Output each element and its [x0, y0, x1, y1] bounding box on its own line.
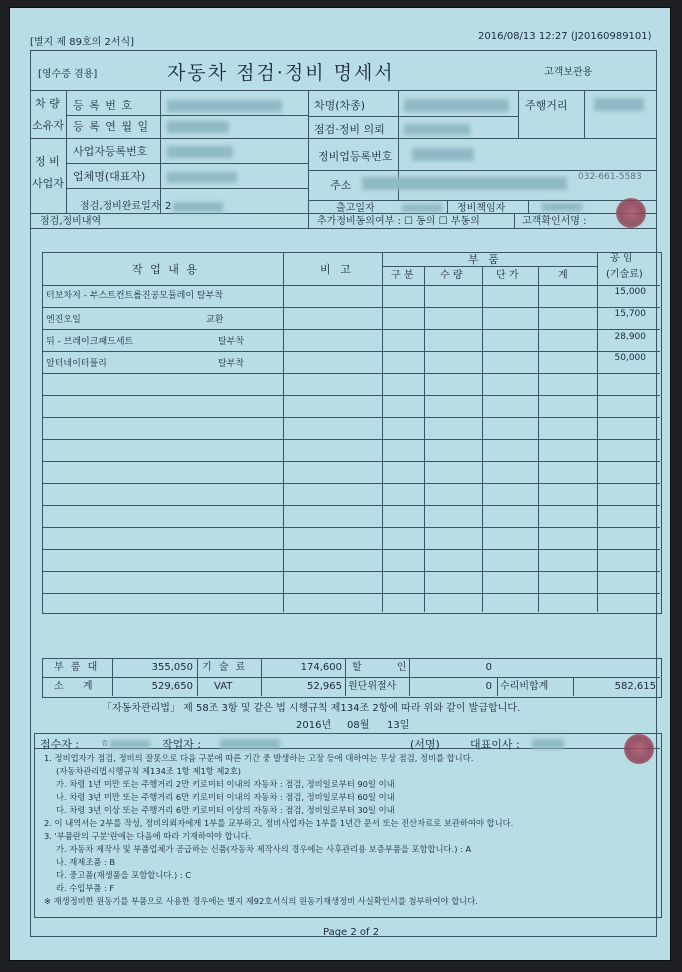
work-item-labor: 15,700 — [614, 309, 646, 319]
note-line: (자동차관리법시행규칙 제134조 1항 제1항 제2호) — [56, 766, 241, 776]
rounding-value: 0 — [485, 681, 492, 692]
work-row-line — [42, 483, 660, 484]
note-line: 라. 수입부품 : F — [56, 883, 115, 893]
remark-column-header: 비 고 — [320, 263, 354, 276]
grid-line — [283, 252, 284, 612]
grid-line — [308, 116, 518, 117]
redacted-done-date — [173, 202, 223, 212]
company-seal — [616, 198, 646, 228]
page-number: Page 2 of 2 — [323, 927, 380, 938]
price-column-header: 단 가 — [496, 270, 519, 281]
redacted-ceo — [532, 739, 564, 749]
grid-line — [112, 658, 113, 696]
subtotal-label: 소 계 — [54, 681, 101, 692]
grid-line — [30, 228, 656, 229]
address-label: 주소 — [330, 179, 352, 192]
grid-line — [584, 90, 585, 138]
redacted-mileage — [594, 98, 644, 111]
grid-line — [42, 285, 660, 286]
note-line: ※ 재생정비한 원동기를 부품으로 사용한 경우에는 별지 제92호서식의 원동기재생정비 사실확인서를 첨부하여야 합니다. — [44, 896, 478, 906]
work-item-action: 탈부착 — [218, 359, 245, 369]
work-row-line — [42, 351, 660, 352]
work-row-line — [42, 395, 660, 396]
qty-column-header: 수 량 — [440, 270, 463, 281]
grid-line — [42, 677, 660, 678]
issue-month: 08월 — [347, 720, 370, 731]
shop-group-label: 정 비 — [35, 155, 60, 168]
sign-label: (서명) — [410, 738, 440, 751]
redacted-address — [362, 177, 567, 190]
grid-line — [382, 252, 383, 612]
grand-total-value: 582,615 — [614, 681, 656, 692]
redacted-manager — [542, 203, 582, 211]
tech-fee-value: 174,600 — [300, 662, 342, 673]
model-label: 차명(차종) — [314, 99, 366, 112]
note-line: 다. 차령 3년 이상 또는 주행거리 6만 키로미터 이상의 자동차 : 점검, 정비일로부터 30일 이내 — [56, 805, 395, 815]
copy-label: 고객보관용 — [544, 67, 593, 78]
redacted-reg-date — [167, 121, 229, 133]
parts-column-header: 부 품 — [468, 253, 502, 266]
vat-value: 52,965 — [307, 681, 342, 692]
ceo-label: 대표이사 : — [470, 738, 520, 751]
work-row-line — [42, 373, 660, 374]
work-item-name: 터보차저 - 부스트컨트롤진공모듈레이 탈부착 — [46, 291, 224, 301]
grid-line — [518, 90, 519, 138]
redacted-company — [167, 172, 237, 183]
grand-total-label: 수리비합계 — [500, 681, 549, 692]
redacted-shop-reg — [412, 148, 474, 161]
grid-line — [34, 748, 660, 749]
work-item-name: 알터네이터풀리 — [46, 359, 107, 369]
redacted-release-date — [402, 204, 442, 212]
work-row-line — [42, 549, 660, 550]
grid-line — [261, 658, 262, 696]
work-item-action: 교환 — [206, 315, 224, 325]
details-label: 점검,정비내역 — [40, 216, 102, 227]
grid-line — [308, 90, 309, 228]
manager-label: 정비책임자 — [457, 203, 506, 214]
owner-group-label: 차 량 — [35, 97, 60, 110]
grid-line — [66, 163, 308, 164]
address-phone: 032-661-5583 — [578, 172, 642, 182]
grid-line — [308, 170, 656, 171]
issue-year: 2016년 — [296, 720, 332, 731]
work-row-line — [42, 329, 660, 330]
work-column-header: 작 업 내 용 — [132, 263, 199, 276]
mileage-label: 주행거리 — [525, 99, 568, 112]
reg-date-label: 등 록 연 월 일 — [73, 120, 150, 133]
release-label: 출고일자 — [336, 203, 375, 214]
subtotal-value: 529,650 — [151, 681, 193, 692]
work-item-labor: 50,000 — [614, 353, 646, 363]
work-row-line — [42, 505, 660, 506]
note-line: 3. '부품란의 구분'란에는 다음에 따라 기재하여야 합니다. — [44, 831, 252, 841]
tech-fee-label: 기 술 료 — [202, 662, 248, 673]
redacted-receiver — [110, 740, 150, 748]
receipt-tag: [영수증 겸용] — [38, 69, 98, 80]
work-item-action: 탈부착 — [218, 337, 245, 347]
grid-line — [528, 200, 529, 213]
labor-column-header: 공 임 — [610, 253, 633, 264]
worker-label: 작업자 : — [162, 738, 202, 751]
grid-line — [66, 90, 67, 213]
grid-line — [160, 90, 161, 213]
kind-column-header: 구 분 — [391, 270, 414, 281]
parts-total-label: 부 품 대 — [54, 662, 100, 673]
work-item-name: 엔진오일 — [46, 315, 81, 325]
note-line: 2. 이 내역서는 2부를 작성, 정비의뢰자에게 1부를 교부하고, 정비사업자는 1부를 1년간 문서 또는 전산자료로 보관하여야 합니다. — [44, 818, 514, 828]
redacted-reg-no — [167, 100, 282, 112]
grid-line — [308, 200, 656, 201]
customer-confirm-label: 고객확인서명 : — [522, 216, 587, 227]
work-row-line — [42, 439, 660, 440]
grid-line — [497, 677, 498, 696]
parts-total-value: 355,050 — [151, 662, 193, 673]
legal-statement: 「자동차관리법」 제 58조 3항 및 같은 법 시행규칙 제134조 2항에 따라 위와 같이 발급합니다. — [102, 703, 521, 714]
note-line: 나. 차령 3년 미만 또는 주행거리 6만 키로미터 이내의 자동차 : 점검, 정비일로부터 60일 이내 — [56, 792, 395, 802]
grid-line — [514, 213, 515, 228]
total-column-header: 계 — [558, 270, 568, 281]
grid-line — [30, 138, 656, 139]
grid-line — [447, 200, 448, 213]
grid-line — [66, 188, 308, 189]
invoice-paper — [10, 8, 670, 960]
reg-no-label: 등 록 번 호 — [73, 99, 133, 112]
discount-label: 할 인 — [352, 662, 423, 673]
done-date-label: 점검,정비완료일자 — [80, 201, 161, 212]
shop-group-label: 사업자 — [32, 177, 64, 190]
redacted-worker — [220, 739, 280, 749]
redacted-model — [404, 99, 509, 112]
note-line: 가. 자동차 제작사 및 부품업체가 공급하는 신품(자동차 제작사의 경우에는 사후관리용 보증부품을 포함합니다.) : A — [56, 844, 472, 854]
work-row-line — [42, 593, 660, 594]
receiver-value: ㅎ — [100, 739, 110, 750]
work-row-line — [42, 571, 660, 572]
note-line: 가. 차령 1년 미만 또는 주행거리 2만 키로미터 이내의 자동차 : 점검, 정비일로부터 90일 이내 — [56, 779, 395, 789]
rounding-label: 원단위절사 — [348, 681, 397, 692]
issue-day: 13일 — [387, 720, 410, 731]
work-row-line — [42, 417, 660, 418]
labor-column-header: (기술료) — [606, 269, 643, 280]
work-item-name: 뒤 - 브레이크패드세트 — [46, 337, 134, 347]
page-title: 자동차 점검·정비 명세서 — [167, 62, 395, 84]
note-line: 나. 재제조품 : B — [56, 857, 116, 867]
note-line: 다. 중고품(재생품을 포함합니다.) : C — [56, 870, 192, 880]
form-number: [별지 제 89호의 2서식] — [30, 37, 135, 48]
grid-line — [345, 658, 346, 696]
owner-group-label: 소유자 — [32, 119, 64, 132]
note-line: 1. 정비업자가 점검, 정비의 잘못으로 다음 구분에 따른 기간 중 발생하는 고장 등에 대하여는 무상 점검, 정비를 합니다. — [44, 753, 474, 763]
receiver-label: 접수자 : — [40, 738, 80, 751]
vat-label: VAT — [214, 681, 233, 692]
work-row-line — [42, 461, 660, 462]
grid-line — [597, 252, 598, 612]
ceo-seal — [624, 734, 654, 764]
shop-reg-label: 정비업등록번호 — [318, 150, 393, 163]
redacted-requester — [404, 124, 470, 135]
grid-line — [573, 677, 574, 696]
work-row-line — [42, 527, 660, 528]
work-item-labor: 28,900 — [614, 332, 646, 342]
work-item-labor: 15,000 — [614, 287, 646, 297]
discount-value: 0 — [485, 662, 492, 673]
print-info: 2016/08/13 12:27 (J20160989101) — [478, 31, 652, 42]
grid-line — [382, 266, 597, 267]
grid-line — [30, 90, 656, 91]
grid-line — [66, 115, 308, 116]
work-row-line — [42, 307, 660, 308]
company-label: 업체명(대표자) — [73, 170, 146, 183]
biz-no-label: 사업자등록번호 — [73, 145, 148, 158]
done-date-value: 2 — [165, 201, 172, 212]
consent-checkboxes[interactable]: 추가정비동의여부 : ☐ 동의 ☐ 부동의 — [317, 216, 480, 227]
requester-label: 점검·정비 의뢰 — [314, 123, 385, 136]
grid-line — [197, 658, 198, 696]
redacted-biz-no — [167, 146, 233, 158]
